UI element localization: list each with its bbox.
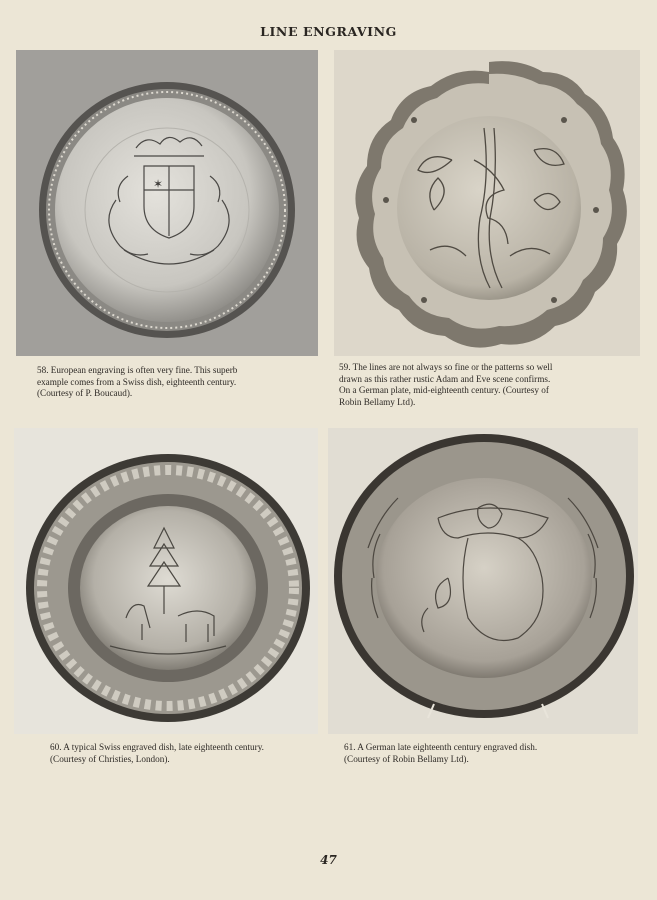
caption-line: 58. European engraving is often very fine. This superb xyxy=(37,365,238,375)
photo-swiss-dish-coat-of-arms xyxy=(16,50,318,356)
caption-61 xyxy=(344,742,537,765)
caption-line: 59. The lines are not always so fine or the patterns so well xyxy=(339,362,553,372)
svg-text:✶: ✶ xyxy=(153,177,164,191)
photo-german-plate-adam-eve xyxy=(334,50,640,356)
photo-german-engraved-dish xyxy=(328,428,638,734)
caption-59 xyxy=(339,362,552,408)
caption-line: (Courtesy of P. Boucaud). xyxy=(37,388,133,398)
caption-line: Robin Bellamy Ltd). xyxy=(339,396,416,407)
caption-line: drawn as this rather rustic Adam and Eve scene confirms. xyxy=(339,373,551,384)
caption-line: On a German plate, mid-eighteenth century. (Courtesy of xyxy=(339,385,549,395)
caption-line: 61. A German late eighteenth century engraved dish. xyxy=(344,742,538,752)
caption-line: (Courtesy of Christies, London). xyxy=(50,753,170,764)
caption-line: example comes from a Swiss dish, eighteenth century. xyxy=(37,376,237,387)
caption-line: 60. A typical Swiss engraved dish, late eighteenth century. xyxy=(50,742,264,752)
photo-swiss-engraved-dish xyxy=(14,428,318,734)
caption-line: (Courtesy of Robin Bellamy Ltd). xyxy=(344,753,469,764)
page-number: 47 xyxy=(320,853,337,867)
caption-60 xyxy=(50,742,264,765)
caption-58 xyxy=(37,365,237,400)
page-title: LINE ENGRAVING xyxy=(260,24,397,39)
